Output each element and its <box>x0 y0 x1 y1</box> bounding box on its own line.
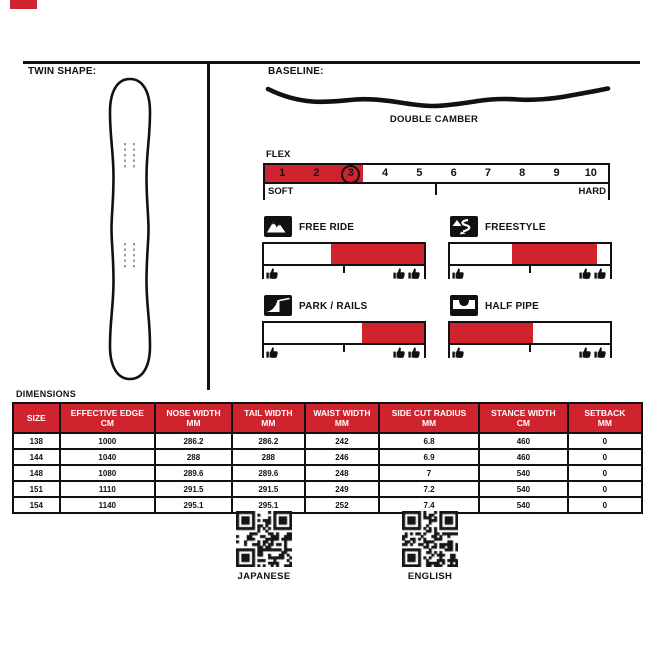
flex-number: 9 <box>553 167 560 179</box>
table-cell: 289.6 <box>232 465 305 481</box>
rating-freestyle <box>448 216 612 282</box>
park-rails-icon <box>264 295 292 316</box>
qr-code-japanese <box>236 511 292 567</box>
table-cell: 148 <box>13 465 60 481</box>
flex-scale-bar <box>263 163 610 184</box>
table-row <box>13 481 642 497</box>
flex-number: 10 <box>584 167 597 179</box>
thumb-up-icon <box>594 267 606 279</box>
table-cell: 7.2 <box>379 481 479 497</box>
thumb-up-icon <box>393 267 405 279</box>
table-cell: 242 <box>305 433 379 449</box>
rating-label: PARK / RAILS <box>299 301 368 312</box>
rating-label: HALF PIPE <box>485 301 540 312</box>
table-cell: 540 <box>479 497 568 513</box>
twin-shape-title: TWIN SHAPE: <box>28 66 97 77</box>
table-cell: 1140 <box>60 497 156 513</box>
table-cell: 288 <box>155 449 232 465</box>
table-cell: 144 <box>13 449 60 465</box>
table-cell: 7.4 <box>379 497 479 513</box>
column-header: TAIL WIDTH MM <box>232 403 305 433</box>
rating-park-rails <box>262 295 426 361</box>
table-cell: 540 <box>479 481 568 497</box>
table-cell: 0 <box>568 465 642 481</box>
red-corner-tab <box>10 0 37 9</box>
column-header: SETBACK MM <box>568 403 642 433</box>
dimensions-table-header <box>13 403 642 433</box>
table-cell: 291.5 <box>155 481 232 497</box>
table-cell: 0 <box>568 497 642 513</box>
rating-fill <box>331 244 424 264</box>
table-cell: 295.1 <box>232 497 305 513</box>
flex-number: 3 <box>347 167 354 179</box>
dimensions-table-body <box>13 433 642 513</box>
double-camber-profile-drawing <box>265 85 611 113</box>
flex-soft-label: SOFT <box>268 186 294 197</box>
rating-free-ride <box>262 216 426 282</box>
baseline-title: BASELINE: <box>268 66 324 77</box>
table-cell: 0 <box>568 433 642 449</box>
table-cell: 6.9 <box>379 449 479 465</box>
thumb-up-icon <box>594 346 606 358</box>
thumb-up-icon <box>393 346 405 358</box>
rating-fill <box>450 323 533 343</box>
mountains-icon <box>264 216 292 237</box>
table-cell: 460 <box>479 433 568 449</box>
rating-label: FREE RIDE <box>299 222 355 233</box>
thumb-up-icon <box>579 346 591 358</box>
table-cell: 154 <box>13 497 60 513</box>
flex-number: 6 <box>450 167 457 179</box>
table-cell: 289.6 <box>155 465 232 481</box>
flex-number: 5 <box>416 167 423 179</box>
top-rule <box>23 61 640 64</box>
thumb-up-icon <box>408 267 420 279</box>
qr-label-japanese: JAPANESE <box>237 571 291 582</box>
table-cell: 1110 <box>60 481 156 497</box>
column-header: EFFECTIVE EDGE CM <box>60 403 156 433</box>
snowboard-outline-drawing <box>96 77 164 381</box>
flex-numbers <box>265 165 608 182</box>
half-pipe-icon <box>450 295 478 316</box>
flex-number: 2 <box>313 167 320 179</box>
rating-bar <box>262 242 426 266</box>
table-cell: 252 <box>305 497 379 513</box>
table-cell: 1040 <box>60 449 156 465</box>
thumb-up-icon <box>452 346 464 358</box>
table-cell: 1080 <box>60 465 156 481</box>
table-row <box>13 433 642 449</box>
table-cell: 6.8 <box>379 433 479 449</box>
table-cell: 286.2 <box>155 433 232 449</box>
flex-mid-tick <box>435 184 437 195</box>
column-header: WAIST WIDTH MM <box>305 403 379 433</box>
flex-number: 8 <box>519 167 526 179</box>
table-cell: 291.5 <box>232 481 305 497</box>
qr-label-english: ENGLISH <box>407 571 453 582</box>
baseline-caption: DOUBLE CAMBER <box>389 114 479 125</box>
column-header: SIDE CUT RADIUS MM <box>379 403 479 433</box>
table-cell: 0 <box>568 481 642 497</box>
section-divider <box>207 63 210 390</box>
table-cell: 249 <box>305 481 379 497</box>
thumb-up-icon <box>408 346 420 358</box>
rating-bar <box>262 321 426 345</box>
column-header: STANCE WIDTH CM <box>479 403 568 433</box>
table-cell: 295.1 <box>155 497 232 513</box>
table-cell: 286.2 <box>232 433 305 449</box>
table-cell: 460 <box>479 449 568 465</box>
flex-number: 1 <box>279 167 286 179</box>
table-row <box>13 497 642 513</box>
rating-fill <box>512 244 597 264</box>
flex-left-tick <box>263 184 265 200</box>
thumb-up-icon <box>266 267 278 279</box>
table-cell: 138 <box>13 433 60 449</box>
flex-title: FLEX <box>266 149 291 160</box>
rating-label: FREESTYLE <box>485 222 546 233</box>
table-cell: 246 <box>305 449 379 465</box>
qr-code-english <box>402 511 458 567</box>
rating-half-pipe <box>448 295 612 361</box>
thumb-up-icon <box>452 267 464 279</box>
table-row <box>13 449 642 465</box>
rating-fill <box>362 323 424 343</box>
dimensions-title: DIMENSIONS <box>16 389 77 399</box>
thumb-up-icon <box>579 267 591 279</box>
flex-number: 4 <box>381 167 389 179</box>
table-cell: 248 <box>305 465 379 481</box>
rating-bar <box>448 242 612 266</box>
freestyle-icon <box>450 216 478 237</box>
dimensions-table <box>12 402 643 514</box>
table-cell: 0 <box>568 449 642 465</box>
table-cell: 540 <box>479 465 568 481</box>
flex-hard-label: HARD <box>578 186 606 197</box>
column-header: SIZE <box>13 403 60 433</box>
flex-number: 7 <box>484 167 491 179</box>
thumb-up-icon <box>266 346 278 358</box>
table-cell: 1000 <box>60 433 156 449</box>
table-cell: 151 <box>13 481 60 497</box>
rating-bar <box>448 321 612 345</box>
flex-right-tick <box>608 184 610 200</box>
table-cell: 7 <box>379 465 479 481</box>
column-header: NOSE WIDTH MM <box>155 403 232 433</box>
table-row <box>13 465 642 481</box>
table-cell: 288 <box>232 449 305 465</box>
